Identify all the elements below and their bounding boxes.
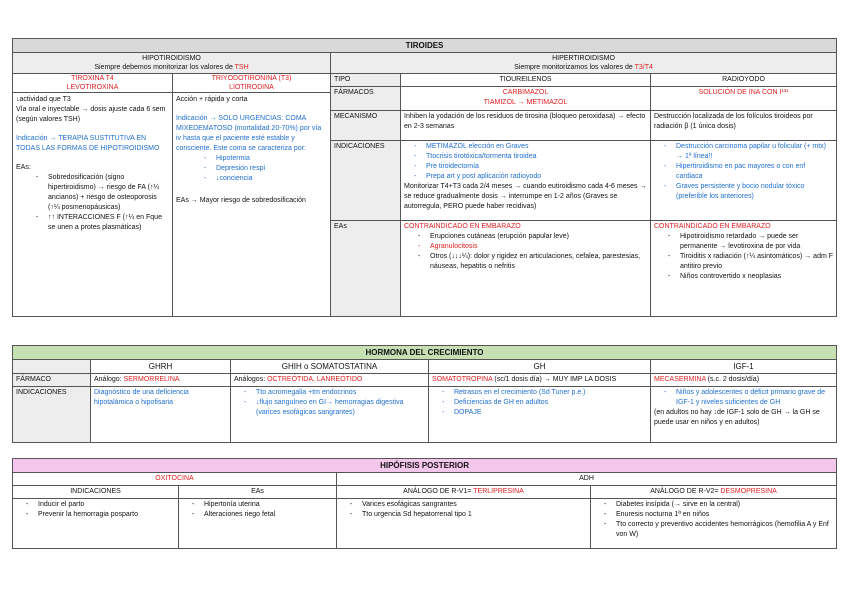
v2-2: - Enuresis nocturna 1ª en niños: [616, 510, 833, 520]
eas-radio-warning: CONTRAINDICADO EN EMBARAZO: [654, 223, 771, 230]
tiroides-title: TIROIDES: [13, 39, 837, 53]
hormona-corner: [13, 360, 91, 374]
ind-ghrh: Diagnóstico de una deficiencia hipotalámica o hipofisaria: [91, 387, 231, 443]
t3-sign-1: - Hipotermia: [216, 154, 327, 164]
t4-text-1: ↓actividad que T3: [16, 96, 71, 103]
oxi-ind-2: - Prevenir la hemorragia posparto: [38, 510, 175, 520]
v1-1: - Varices esofágicas sangrantes: [362, 500, 587, 510]
oxitocina-indicaciones: [13, 499, 179, 549]
col-gh: GH: [429, 360, 651, 374]
eas-radio-1: - Hipotiroidismo retardado → puede ser permanente → levotiroxina de por vida: [680, 232, 833, 252]
hipertiroidismo-title: HIPERTIROIDISMO: [552, 55, 615, 62]
eas-tiour-warning: CONTRAINDICADO EN EMBARAZO: [404, 223, 521, 230]
t4-column: [13, 74, 173, 317]
hormona-table: [12, 345, 837, 443]
oxitocina-eas: [179, 499, 337, 549]
hipofisis-table: [12, 458, 837, 549]
ind-igf1-1: - Niños y adolescentes o déficit primario grave de IGF-1 y niveles suficientes de GH: [676, 388, 833, 408]
t3-indicacion: Indicación → SOLO URGENCIAS: COMA MIXEDEMATOSO (mortalidad 20-70%) por vía iv hasta que el paciente esté estable y consciente. Este coma se caracteriza por:: [176, 115, 322, 152]
hormona-title: HORMONA DEL CRECIMIENTO: [13, 346, 837, 360]
hipotiroidismo-subtitle: Siempre debemos monitorizar los valores de TSH: [94, 64, 249, 71]
farmaco-ghrh: Análogo: SERMORRELINA: [91, 374, 231, 387]
t4-eas-label: EAs:: [16, 164, 31, 171]
ind-gh-2: - Deficiencias de GH en adultos: [454, 398, 647, 408]
col-ghrh: GHRH: [91, 360, 231, 374]
hipotiroidismo-header: [13, 53, 331, 74]
row-mecanismo-label: MECANISMO: [331, 111, 401, 141]
t3-text: Acción + rápida y corta: [176, 96, 248, 103]
ind-igf1-note: (en adultos no hay ↓de IGF-1 solo de GH → la GH se puede usar en niños y en adultos): [654, 409, 820, 426]
adh-header: ADH: [337, 473, 837, 486]
indicaciones-tioureilenos: [401, 141, 651, 221]
ind-radio-2: - Hipertiroidismo en pac mayores o con enf cardiaca: [676, 162, 833, 182]
ind-gh: [429, 387, 651, 443]
ind-tiour-3: - Pre tiroidectomía: [426, 162, 647, 172]
row-indicaciones-label: INDICACIONES: [331, 141, 401, 221]
oxi-ea-2: - Alteraciones riego fetal: [204, 510, 333, 520]
t4-ea-2: - ↑↑ INTERACCIONES F (↑¼ en Fque se unen a protes plasmáticas): [48, 213, 169, 233]
col-ghih: GHIH o SOMATOSTATINA: [231, 360, 429, 374]
t3-sign-3: - ↓conciencia: [216, 174, 327, 184]
ind-ghih: [231, 387, 429, 443]
farmaco-gh: SOMATOTROPINA (sc/1 dosis día) → MUY IMP LA DOSIS: [429, 374, 651, 387]
t3-sign-2: - Depresión respi: [216, 164, 327, 174]
ind-radio-3: - Graves persistente y bocio nodular tóxico (preferible los anteriores): [676, 182, 833, 202]
t3-drug: LIOTIRODINA: [173, 83, 330, 93]
oxi-ea-1: - Hipertonía uterina: [204, 500, 333, 510]
eas-radio-3: - Niños controvertido x neoplasias: [680, 272, 833, 282]
hipofisis-title: HIPÓFISIS POSTERIOR: [13, 459, 837, 473]
ind-igf1: [651, 387, 837, 443]
ind-tiour-monitor: Monitorizar T4+T3 cada 2/4 meses → cuando eutiroidismo cada 4-6 meses → se reduce gradualmente dosis → interrumpe en 1-2 años (Graves se autorregula, PERO puede haber recidivas): [404, 183, 647, 210]
ind-gh-1: - Retrasos en el crecimiento (Sd Tuner p.e.): [454, 388, 647, 398]
col-radioyodo: RADIOYODO: [651, 74, 837, 87]
hipertiroidismo-header: [331, 53, 837, 74]
terlipresina-list: [337, 499, 591, 549]
col-eas-oxi: EAs: [179, 486, 337, 499]
col-tipo: TIPO: [331, 74, 401, 87]
col-tioureilenos: TIOUREILENOS: [401, 74, 651, 87]
t3-title: TRIYODOTIRONINA (T3): [211, 75, 292, 82]
t4-text-2: Vía oral e inyectable → dosis ajuste cada 6 sem (según valores TSH): [16, 106, 166, 123]
eas-tiour-3: - Otros (↓↓↓¼): dolor y rigidez en articulaciones, cefalea, parestesias, náuseas, hepatitis o nefritis: [430, 252, 647, 272]
ind-tiour-1: - METIMAZOL elección en Graves: [426, 142, 647, 152]
eas-tiour-2: - Agranulocitosis: [430, 242, 647, 252]
oxi-ind-1: - Inducir el parto: [38, 500, 175, 510]
col-analogo-v1: ANÁLOGO DE R-V1= TERLIPRESINA: [337, 486, 591, 499]
oxitocina-header: OXITOCINA: [13, 473, 337, 486]
col-igf1: IGF-1: [651, 360, 837, 374]
indicaciones-radioyodo: [651, 141, 837, 221]
ind-ghih-1: - Tto acromegalia +tm endocrinos: [256, 388, 425, 398]
t3-column: [173, 74, 331, 317]
row-farmaco-label: FÁRMACO: [13, 374, 91, 387]
t4-title: TIROXINA T4: [71, 75, 114, 82]
eas-radio-2: - Tiroiditis x radiación (↑¼ asintomáticos) → adm F antitiro previo: [680, 252, 833, 272]
t4-indicacion: Indicación → TERAPIA SUSTITUTIVA EN TODAS LAS FORMAS DE HIPOTIROIDISMO: [16, 135, 160, 152]
row-farmacos-label: FÁRMACOS: [331, 87, 401, 111]
row-eas-label: EAs: [331, 221, 401, 317]
col-indicaciones-oxi: INDICACIONES: [13, 486, 179, 499]
farmaco-igf1: MECASERMINA (s.c. 2 dosis/día): [651, 374, 837, 387]
hipotiroidismo-title: HIPOTIROIDISMO: [142, 55, 201, 62]
farmaco-ghih: Análogos: OCTREÓTIDA, LANREÓTIDO: [231, 374, 429, 387]
mecanismo-tioureilenos: Inhiben la yodación de los residuos de tirosina (bloqueo peroxidasa) → efecto en 2-3 semanas: [401, 111, 651, 141]
v2-1: - Diabetes insípida (→ sirve en la central): [616, 500, 833, 510]
ind-ghih-2: - ↓flujo sanguíneo en GI→ hemorragias digestiva (varices esofágicas sangrantes): [256, 398, 425, 418]
eas-radioyodo: [651, 221, 837, 317]
t4-drug: LEVOTIROXINA: [13, 83, 172, 93]
ind-gh-3: - DOPAJE: [454, 408, 647, 418]
hipertiroidismo-subtitle: Siempre monitorizamos los valores de T3/T4: [514, 64, 653, 71]
ind-radio-1: - Destrucción carcinoma papilar u folicular (+ mtx) → 1ª línea!!: [676, 142, 833, 162]
v1-2: - Tto urgencia Sd hepatorrenal tipo 1: [362, 510, 587, 520]
v2-3: - Tto correcto y preventivo accidentes hemorrágicos (hemofilia A y Enf von W): [616, 520, 833, 540]
t3-eas: EAs → Mayor riesgo de sobredosificación: [176, 197, 306, 204]
ind-tiour-4: - Prepa art y post aplicación radioyodo: [426, 172, 647, 182]
desmopresina-list: [591, 499, 837, 549]
t4-ea-1: - Sobredosificación (signo hipertiroidismo) → riesgo de FA (↑¼ ancianos) + riesgo de osteoporosis (↑¼ posmenopáusicas): [48, 173, 169, 213]
farmacos-tioureilenos: CARBIMAZOL TIAMIZOL → METIMAZOL: [401, 87, 651, 111]
row-indicaciones-gh-label: INDICACIONES: [13, 387, 91, 443]
ind-tiour-2: - Ttocrisis tirotóxica/tormenta tiroidea: [426, 152, 647, 162]
eas-tiour-1: - Erupciones cutáneas (erupción papular leve): [430, 232, 647, 242]
mecanismo-radioyodo: Destrucción localizada de los folículos tiroideos por radiación β (1 única dosis): [651, 111, 837, 141]
farmacos-radioyodo: SOLUCIÓN DE INA CON I¹³¹: [651, 87, 837, 111]
eas-tioureilenos: [401, 221, 651, 317]
col-analogo-v2: ANÁLOGO DE R-V2= DESMOPRESINA: [591, 486, 837, 499]
tiroides-table: [12, 38, 837, 317]
